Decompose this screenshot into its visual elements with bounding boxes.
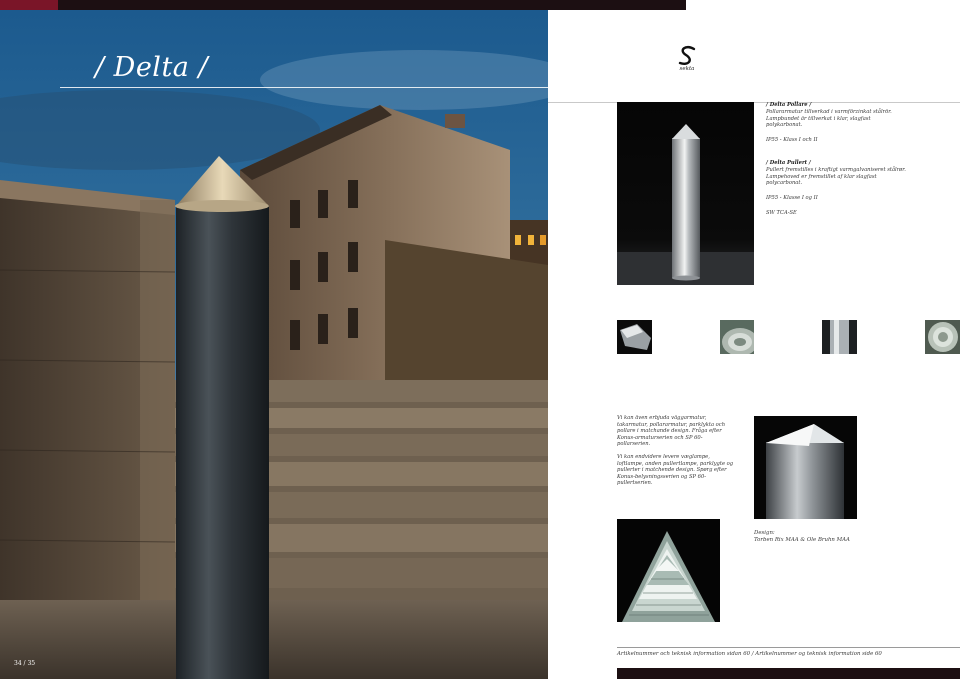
page-title: / Delta / [95, 52, 209, 83]
spec-se-ip: IP55 - Klass I och II [766, 137, 818, 144]
thumbnail-detail-2 [720, 320, 754, 354]
top-accent-bar [0, 0, 58, 10]
product-photo-side [754, 416, 857, 519]
spec-no-description: Pullert fremstilles i kraftigt varmgalvaniseret stålrør. Lampehoved er fremstillet af klar slagfast polycarbonat. [766, 166, 906, 187]
spec-no-name: / Delta Pullert / [766, 159, 811, 166]
thumbnail-detail-3 [822, 320, 857, 354]
footer-rule [617, 647, 960, 648]
spec-se-description: Pollararmatur tillverkad i varmförzinkat stålrör. Lampbundet är tillverkat i klar, slagfast polykarbonat. [766, 108, 892, 129]
spec-sw: SW TCA-SE [766, 209, 797, 216]
spec-block [766, 102, 906, 217]
design-names: Torben Rix MAA & Ole Bruhn MAA [754, 536, 850, 543]
design-credit [754, 530, 904, 544]
page-folio: 34 / 35 [14, 660, 36, 667]
design-label: Design: [754, 530, 775, 536]
spec-no-ip: IP55 - Klasse I og II [766, 195, 818, 202]
description-block [617, 415, 735, 487]
top-dark-bar [58, 0, 686, 10]
brand-logo-text: sekta [679, 66, 695, 72]
bottom-dark-bar [617, 668, 960, 679]
article-reference: Artikelnummer och teknisk information sidan 60 / Artikelnummer og teknisk information side 60 [617, 651, 882, 657]
spec-se-name: / Delta Pollare / [766, 102, 812, 108]
product-photo-main [617, 102, 754, 285]
description-se: Vi kan även erbjuda väggarmatur, takarmatur, pollararmatur, parklykta och pollare i matchande design. Fråga efter Konus-armaturserien och SP 60-pollarserien. [617, 415, 726, 448]
title-rule [60, 87, 548, 88]
thumbnail-detail-4 [925, 320, 960, 354]
hero-photo-illustration [0, 10, 548, 679]
hero-photo [0, 10, 548, 679]
thumbnail-detail-1 [617, 320, 652, 354]
product-photo-cone [617, 519, 720, 622]
description-no: Vi kan endvidere levere væglampe, loftlampe, anden pullertlampe, parklygte og pullerter i matchende design. Spørg efter Konus-belysningsserien og SP 60-pullertserien. [617, 453, 734, 487]
